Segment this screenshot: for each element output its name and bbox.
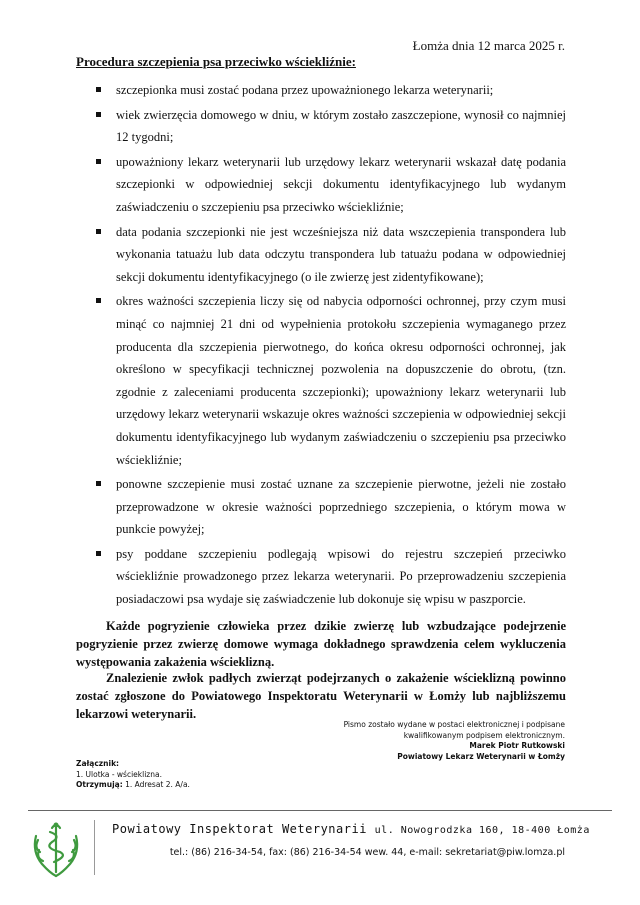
- attachment-item: 1. Ulotka - wścieklizna.: [76, 769, 162, 779]
- footer-vertical-divider: [94, 820, 95, 875]
- bullet-square-icon: [96, 87, 101, 92]
- signature-note: kwalifikowanym podpisem elektronicznym.: [403, 730, 565, 740]
- footer-institution: [112, 822, 590, 836]
- attachments-block: [76, 759, 190, 791]
- list-item: data podania szczepionki nie jest wcześniejsza niż data wszczepienia transpondera lub wykonania tatuażu lub data odczytu transpondera lub tatuażu podana w odpowiedniej sekcji dokumentu identyfikacyjnego (o ile zwierzę jest zidentyfikowane);: [92, 221, 566, 289]
- attachments-label: Załącznik:: [76, 759, 120, 768]
- signature-block: [265, 720, 565, 762]
- carcass-paragraph: Znalezienie zwłok padłych zwierząt podejrzanych o zakażenie wścieklizną powinno zostać zgłoszone do Powiatowego Inspektoratu Weterynarii w Łomży lub najbliższemu lekarzowi weterynarii.: [76, 671, 566, 721]
- footer-contact: tel.: (86) 216-34-54, fax: (86) 216-34-54 wew. 44, e-mail: sekretariat@piw.lomza.pl: [169, 847, 565, 858]
- veterinary-caduceus-logo-icon: [28, 818, 84, 880]
- bullet-square-icon: [96, 551, 101, 556]
- signer-name: Marek Piotr Rutkowski: [469, 741, 565, 750]
- footer-divider: [28, 810, 612, 811]
- bullet-square-icon: [96, 481, 101, 486]
- list-item: szczepionka musi zostać podana przez upoważnionego lekarza weterynarii;: [92, 79, 566, 102]
- bullet-square-icon: [96, 112, 101, 117]
- bullet-square-icon: [96, 229, 101, 234]
- list-item: okres ważności szczepienia liczy się od nabycia odporności ochronnej, przy czym musi minąć co najmniej 21 dni od wypełnienia protokołu szczepienia wymaganego przez producenta dla szczepienia pierwotnego, do końca okresu odporności ochronnej, jak określono w specyfikacji technicznej pozwolenia na dopuszczenie do obrotu, (tzn. zgodnie z zaleceniami producenta szczepionki); upoważniony lekarz weterynarii lub urzędowy lekarz weterynarii wskazuje okres ważności szczepienia w odpowiedniej sekcji dokumentu identyfikacyjnego lub wydanym zaświadczeniu o szczepieniu psa przeciwko wściekliźnie;: [92, 290, 566, 471]
- list-item: upoważniony lekarz weterynarii lub urzędowy lekarz weterynarii wskazał datę podania szczepionki w odpowiedniej sekcji dokumentu identyfikacyjnego lub wydanym zaświadczeniu o szczepieniu psa przeciwko wściekliźnie;: [92, 151, 566, 219]
- bullet-square-icon: [96, 159, 101, 164]
- recipients-list: 1. Adresat 2. A/a.: [125, 780, 190, 789]
- institution-name: Powiatowy Inspektorat Weterynarii: [112, 822, 367, 836]
- procedure-list: [92, 79, 566, 613]
- recipients-label: Otrzymują:: [76, 780, 123, 789]
- institution-address: ul. Nowogrodzka 160, 18-400 Łomża: [374, 825, 590, 836]
- signature-note: Pismo zostało wydane w postaci elektronicznej i podpisane: [343, 720, 565, 729]
- list-item: wiek zwierzęcia domowego w dniu, w którym zostało zaszczepione, wynosił co najmniej 12 tygodni;: [92, 104, 566, 149]
- document-title: Procedura szczepienia psa przeciwko wściekliźnie:: [76, 54, 356, 69]
- document-date: Łomża dnia 12 marca 2025 r.: [412, 38, 565, 53]
- signer-role: Powiatowy Lekarz Weterynarii w Łomży: [397, 751, 565, 761]
- list-item: psy poddane szczepieniu podlegają wpisowi do rejestru szczepień przeciwko wściekliźnie prowadzonego przez lekarza weterynarii. Po przeprowadzeniu szczepienia posiadaczowi psa wydaje się zaświadczenie lub dokonuje się wpisu w paszporcie.: [92, 543, 566, 611]
- bite-paragraph: Każde pogryzienie człowieka przez dzikie zwierzę lub wzbudzające podejrzenie pogryzienie przez zwierzę domowe wymaga dokładnego sprawdzenia celem wykluczenia występowania zakażenia wścieklizną.: [76, 619, 566, 669]
- list-item: ponowne szczepienie musi zostać uznane za szczepienie pierwotne, jeżeli nie zostało przeprowadzone w okresie ważności poprzedniego szczepienia, o którym mowa w punkcie powyżej;: [92, 473, 566, 541]
- bullet-square-icon: [96, 298, 101, 303]
